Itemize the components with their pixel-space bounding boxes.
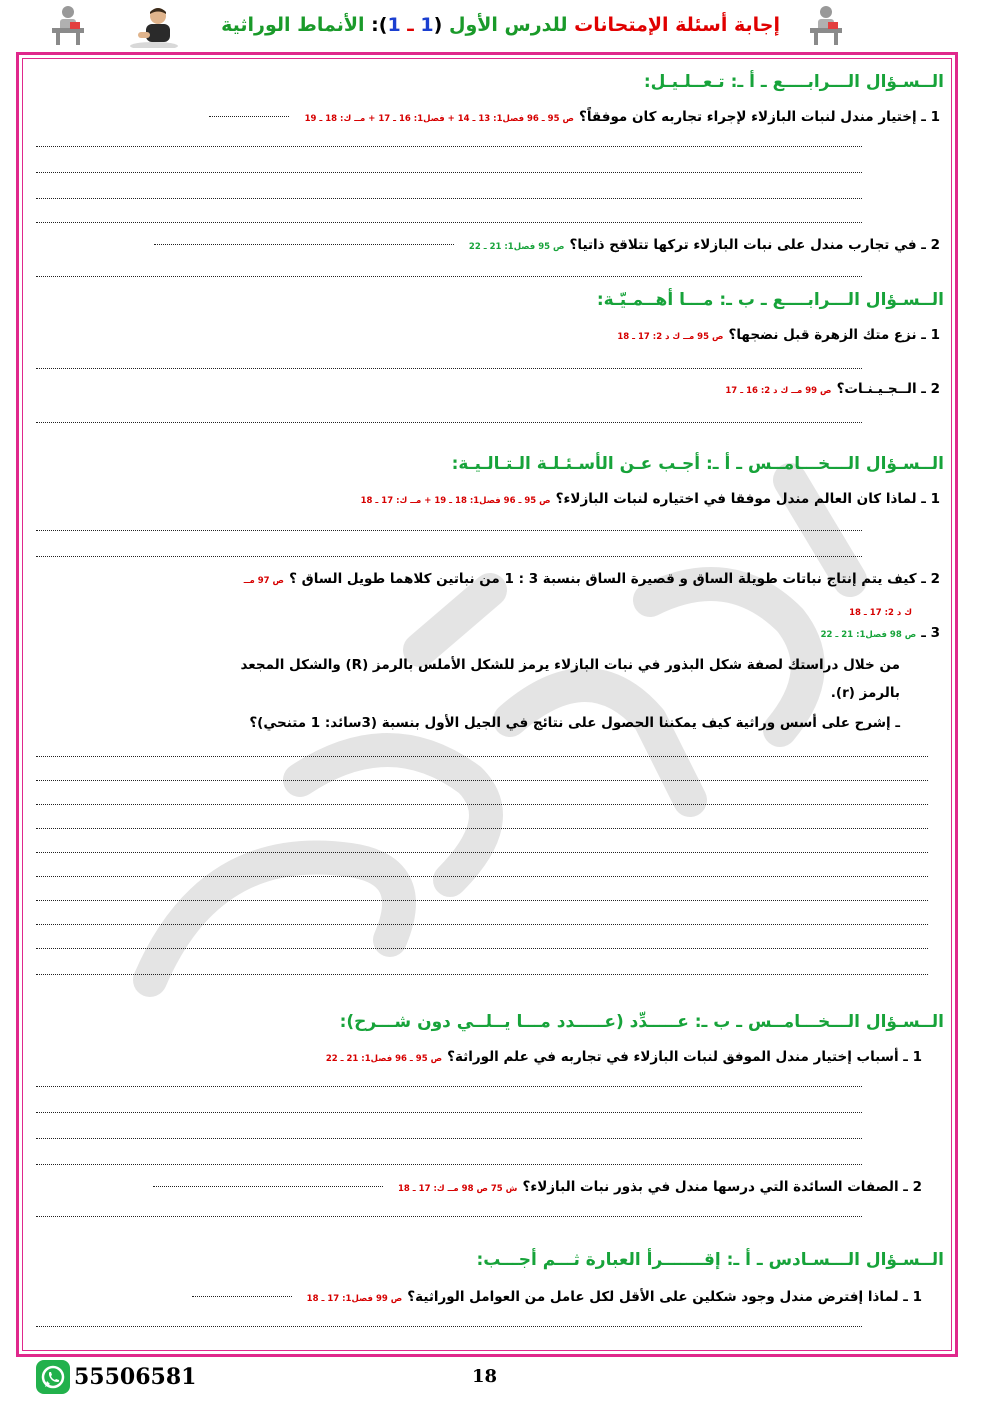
question-5b-heading: الــسـؤال الـــخـــامــس ـ ب ـ: عـــــدِّد (عـــــدد مـــا يــلــي دون شـــرح):: [339, 1012, 944, 1032]
question-4b-2: 2 ـ الــجـيـنـات؟ ص 99 مــ ك د 2: 16 ـ 17: [725, 381, 940, 397]
thinking-person-icon: [128, 4, 180, 46]
answer-line[interactable]: [36, 780, 928, 781]
answer-line[interactable]: [36, 222, 862, 223]
page-title: إجابة أسئلة الإمتحانات للدرس الأول (1 ـ 1): الأنماط الوراثية: [221, 14, 780, 36]
question-6a-heading: الــسـؤال الـــسـادس ـ أ ـ: إقـــــــرأ العبارة ثـــم أجـــب:: [476, 1250, 944, 1270]
page-number: 18: [472, 1366, 498, 1387]
answer-line[interactable]: [36, 422, 862, 423]
answer-line[interactable]: [36, 948, 928, 949]
answer-line[interactable]: [36, 876, 928, 877]
answer-line[interactable]: [36, 368, 862, 369]
answer-line[interactable]: [36, 1216, 862, 1217]
answer-line[interactable]: [36, 1326, 862, 1327]
answer-line[interactable]: [36, 276, 862, 277]
question-5a-1: 1 ـ لماذا كان العالم مندل موفقا في اختياره لنبات البازلاء؟ ص 95 ـ 96 فصل1: 18 ـ 19 + مــ ك: 17 ـ 18: [360, 491, 940, 507]
answer-line[interactable]: [36, 756, 928, 757]
answer-line[interactable]: [36, 974, 928, 975]
answer-line: [192, 1296, 292, 1297]
question-4a-heading: الــسـؤال الـــرابــــع ـ أ ـ: تـعــلـيـل:: [643, 72, 944, 92]
answer-line[interactable]: [36, 172, 862, 173]
answer-line[interactable]: [36, 1138, 862, 1139]
footer-contact: [36, 1360, 196, 1394]
teacher-desk-icon: [48, 4, 88, 46]
question-5a-3-line2: بالرمز (r).: [830, 685, 900, 701]
answer-line[interactable]: [36, 198, 862, 199]
question-5a-3-line1: من خلال دراستك لصفة شكل البذور في نبات البازلاء يرمز للشكل الأملس بالرمز (R) والشكل المجعد: [240, 657, 900, 673]
question-4a-1: 1 ـ إختيار مندل لنبات البازلاء لإجراء تجاربه كان موفقاً؟ ص 95 ـ 96 فصل1: 13 ـ 14 + فصل1: 16 ـ 17 + مــ ك: 18 ـ 19: [209, 106, 940, 125]
answer-line[interactable]: [36, 556, 862, 557]
answer-line[interactable]: [36, 146, 862, 147]
answer-line[interactable]: [36, 530, 862, 531]
question-6a-1: 1 ـ لماذا إفترض مندل وجود شكلين على الأقل لكل عامل من العوامل الوراثية؟ ص 99 فصل1: 17 ـ 18: [192, 1286, 922, 1305]
answer-line[interactable]: [36, 1086, 862, 1087]
answer-line[interactable]: [36, 1112, 862, 1113]
question-5b-2: 2 ـ الصفات السائدة التي درسها مندل في بذور نبات البازلاء؟ ش 75 ص 98 مــ ك: 17 ـ 18: [153, 1176, 922, 1195]
question-4a-2: 2 ـ في تجارب مندل على نبات البازلاء تركها تتلاقح ذاتيا؟ ص 95 فصل1: 21 ـ 22: [154, 234, 940, 253]
question-5a-3-header: 3 ـ ص 98 فصل1: 21 ـ 22: [820, 625, 940, 641]
whatsapp-icon[interactable]: [36, 1360, 70, 1394]
answer-line[interactable]: [36, 804, 928, 805]
question-4b-heading: الــسـؤال الـــرابــــع ـ ب ـ: مـــا أهــمـيّـة:: [596, 290, 944, 310]
phone-number: 55506581: [74, 1364, 197, 1390]
question-5a-2: 2 ـ كيف يتم إنتاج نباتات طويلة الساق و قصيرة الساق بنسبة 3 : 1 من نباتين كلاهما طويل الساق ؟ ص 97 مــ: [243, 571, 940, 587]
question-5b-1: 1 ـ أسباب إختيار مندل الموفق لنبات البازلاء في تجاربه في علم الوراثة؟ ص 95 ـ 96 فصل1: 21 ـ 22: [325, 1049, 922, 1065]
question-5a-heading: الــسـؤال الـــخـــامــس ـ أ ـ: أجـب عـن الأسـئـلـة الـتـالـيـة:: [451, 454, 944, 474]
teacher-desk-icon: [806, 4, 846, 46]
question-5a-2-ref-cont: ك د 2: 17 ـ 18: [849, 608, 912, 618]
answer-line: [154, 244, 454, 245]
question-5a-3-line3: ـ إشرح على أسس وراثية كيف يمكننا الحصول على نتائج في الجيل الأول بنسبة (3سائد: 1 متنحي)؟: [249, 715, 900, 731]
answer-line[interactable]: [36, 900, 928, 901]
question-4b-1: 1 ـ نزع متك الزهرة قبل نضجها؟ ص 95 مــ ك د 2: 17 ـ 18: [617, 327, 940, 343]
answer-line[interactable]: [36, 924, 928, 925]
answer-line: [209, 116, 289, 117]
page-header: [0, 0, 992, 50]
answer-line[interactable]: [36, 828, 928, 829]
answer-line[interactable]: [36, 1164, 862, 1165]
answer-line: [153, 1186, 383, 1187]
answer-line[interactable]: [36, 852, 928, 853]
